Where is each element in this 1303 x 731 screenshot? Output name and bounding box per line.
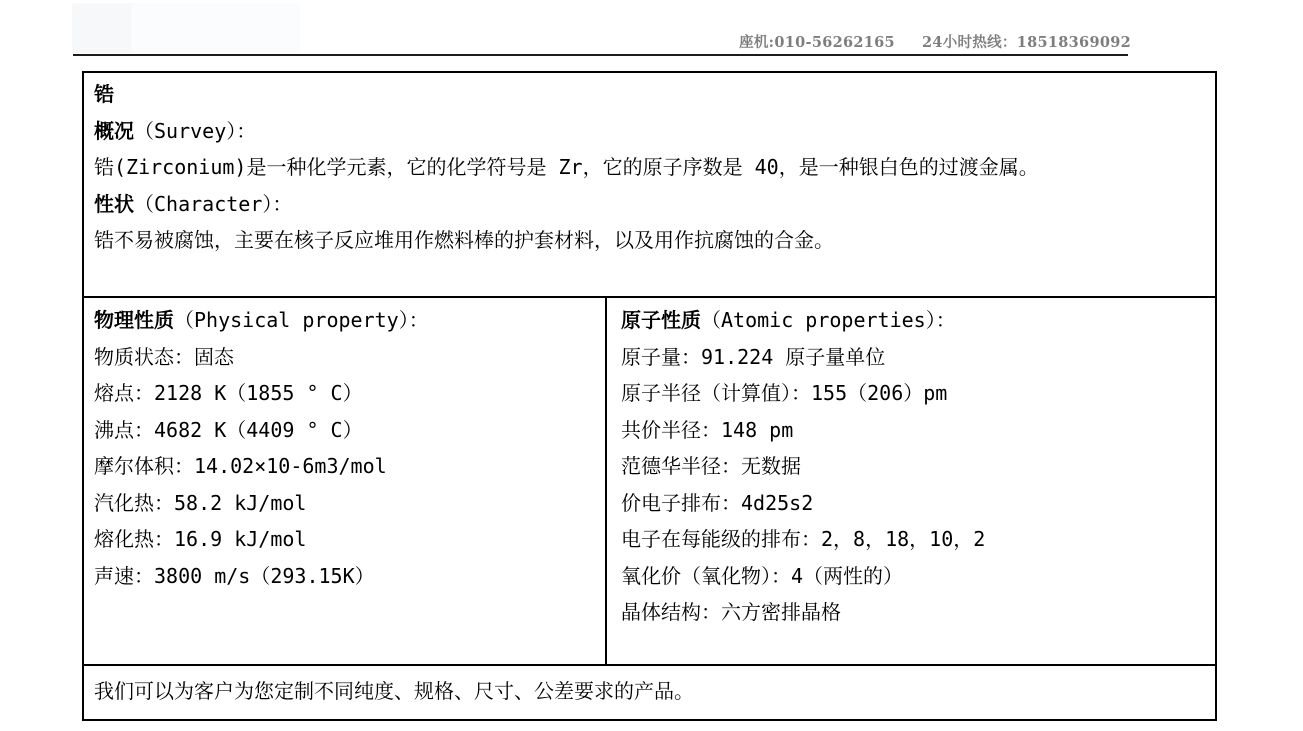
physical-properties-cell [84,298,607,664]
property-line: 熔化热：16.9 kJ/mol [94,527,307,551]
header-divider [73,54,1128,56]
property-line: 熔点：2128 K（1855 ° C） [94,381,363,405]
intro-section [84,73,1215,296]
physical-heading-label: 物理性质 [94,308,174,332]
character-heading-label: 性状 [94,191,134,216]
survey-heading-suffix: （Survey）： [134,118,257,143]
atomic-properties-cell [607,298,1215,664]
properties-section [84,296,1215,664]
physical-heading [94,302,595,339]
element-title: 锆 [94,82,114,106]
survey-text: 锆(Zirconium)是一种化学元素，它的化学符号是 Zr，它的原子序数是 40，是一种银白色的过渡金属。 [94,155,1039,179]
element-info-table [82,71,1217,721]
custom-note-text: 我们可以为客户为您定制不同纯度、规格、尺寸、公差要求的产品。 [94,679,694,703]
property-line: 价电子排布：4d25s2 [621,490,814,515]
character-text: 锆不易被腐蚀，主要在核子反应堆用作燃料棒的护套材料，以及用作抗腐蚀的合金。 [94,228,834,252]
atomic-heading [621,302,1205,339]
property-line: 电子在每能级的排布：2，8，18，10，2 [621,527,986,551]
property-line: 原子量：91.224 原子量单位 [621,344,886,369]
property-line: 晶体结构：六方密排晶格 [621,600,841,624]
hotline-number: 24小时热线：18518369092 [921,34,1131,51]
atomic-heading-suffix: （Atomic properties）： [701,308,956,332]
property-line: 共价半径：148 pm [621,417,794,442]
property-line: 范德华半径：无数据 [621,454,801,478]
property-line: 氧化价（氧化物）：4（两性的） [621,563,904,588]
survey-heading-label: 概况 [94,118,134,143]
atomic-heading-label: 原子性质 [621,308,701,332]
survey-heading [94,113,1203,150]
contact-info [739,31,1131,52]
character-heading-suffix: （Character）： [134,191,293,216]
character-heading [94,186,1203,223]
property-line: 沸点：4682 K（4409 ° C） [94,417,363,442]
landline-number: 座机:010-56262165 [739,34,895,51]
custom-note-section [84,664,1215,719]
company-logo [72,3,300,53]
property-line: 原子半径（计算值）：155（206）pm [621,381,948,405]
property-line: 摩尔体积：14.02×10-6m3/mol [94,454,387,478]
property-line: 声速：3800 m/s（293.15K） [94,563,375,588]
property-line: 物质状态：固态 [94,344,234,369]
physical-heading-suffix: （Physical property）： [174,308,429,332]
property-line: 汽化热：58.2 kJ/mol [94,490,307,515]
